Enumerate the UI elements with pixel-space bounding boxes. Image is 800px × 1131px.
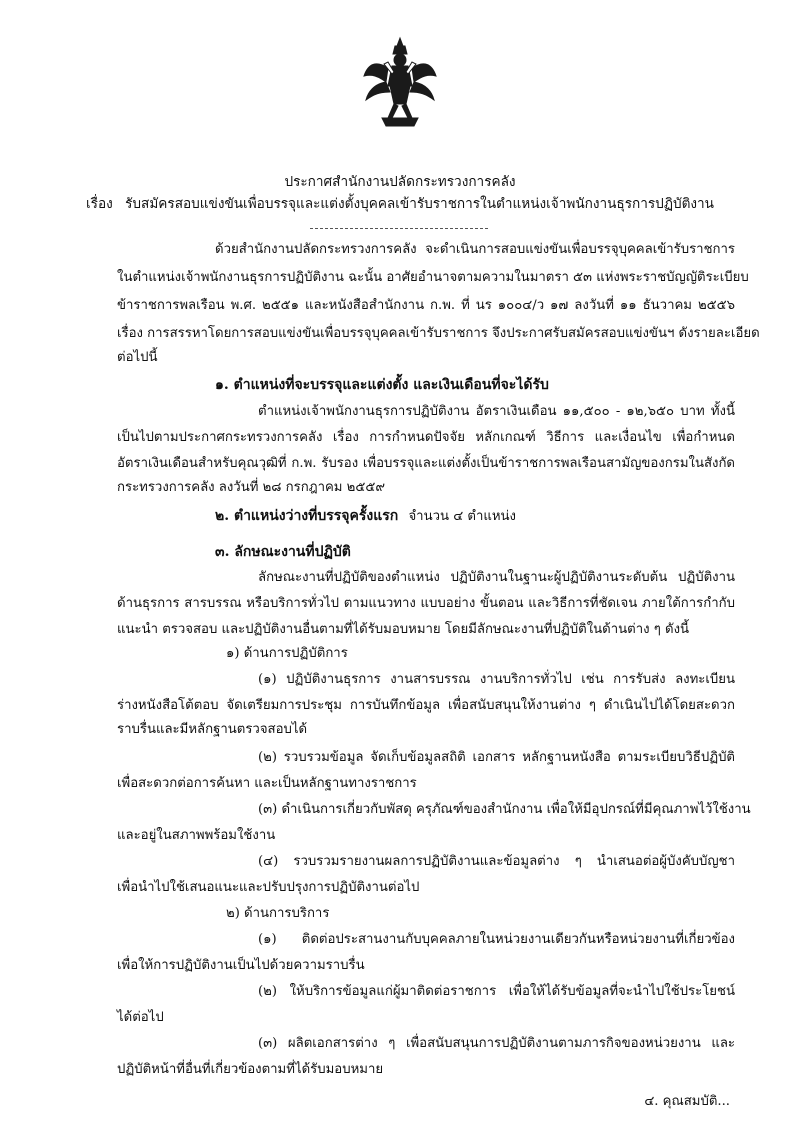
section-1-line: เป็นไปตามประกาศกระทรวงการคลัง เรื่อง การกำหนดปัจจัย หลักเกณฑ์ วิธีการ และเงื่อนไข เพื่อกำหนด [117, 430, 735, 445]
subsection-service-heading: ๒) ด้านการบริการ [226, 906, 330, 921]
operations-item-line: เพื่อสะดวกต่อการค้นหา และเป็นหลักฐานทางราชการ [117, 776, 417, 791]
announcement-title: ประกาศสำนักงานปลัดกระทรวงการคลัง [284, 174, 516, 190]
garuda-emblem [362, 34, 438, 130]
announcement-subject [0, 194, 800, 214]
service-item-line: (๑) ติดต่อประสานงานกับบุคคลภายในหน่วยงานเดียวกันหรือหน่วยงานที่เกี่ยวข้อง [258, 932, 735, 947]
intro-line: เรื่อง การสรรหาโดยการสอบแข่งขันเพื่อบรรจุบุคคลเข้ารับราชการ จึงประกาศรับสมัครสอบแข่งขันฯ ดังรายละเอียด [117, 326, 760, 341]
operations-item-line: (๒) รวบรวมข้อมูล จัดเก็บข้อมูลสถิติ เอกสาร หลักฐานหนังสือ ตามระเบียบวิธีปฏิบัติ [258, 750, 735, 765]
intro-line: ด้วยสำนักงานปลัดกระทรวงการคลัง จะดำเนินการสอบแข่งขันเพื่อบรรจุบุคคลเข้ารับราชการ [215, 242, 735, 257]
subsection-operations-heading: ๑) ด้านการปฏิบัติการ [226, 646, 348, 661]
operations-item-line: ร่างหนังสือโต้ตอบ จัดเตรียมการประชุม การบันทึกข้อมูล เพื่อสนับสนุนให้งานต่าง ๆ ดำเนินไปได้โดยสะดวก [117, 698, 735, 713]
section-1-line: กระทรวงการคลัง ลงวันที่ ๒๘ กรกฎาคม ๒๕๕๙ [117, 480, 385, 495]
section-1-heading: ๑. ตำแหน่งที่จะบรรจุและแต่งตั้ง และเงินเดือนที่จะได้รับ [215, 377, 549, 393]
continued-on-next-page: ๔. คุณสมบัติ... [644, 1094, 730, 1109]
title-separator [310, 228, 488, 229]
operations-item-line: (๑) ปฏิบัติงานธุรการ งานสารบรรณ งานบริการทั่วไป เช่น การรับส่ง ลงทะเบียน [258, 672, 735, 687]
section-1-line: ตำแหน่งเจ้าพนักงานธุรการปฏิบัติงาน อัตราเงินเดือน ๑๑,๕๐๐ - ๑๒,๖๕๐ บาท ทั้งนี้ [258, 404, 735, 419]
subject-text: รับสมัครสอบแข่งขันเพื่อบรรจุและแต่งตั้งบุคคลเข้ารับราชการในตำแหน่งเจ้าพนักงานธุรการปฏิบัติงาน [125, 196, 714, 212]
section-3-intro-line: ลักษณะงานที่ปฏิบัติของตำแหน่ง ปฏิบัติงานในฐานะผู้ปฏิบัติงานระดับต้น ปฏิบัติงาน [258, 570, 735, 585]
operations-item-line: (๔) รวบรวมรายงานผลการปฏิบัติงานและข้อมูลต่าง ๆ นำเสนอต่อผู้บังคับบัญชา [258, 854, 735, 869]
operations-item-line: และอยู่ในสภาพพร้อมใช้งาน [117, 828, 276, 843]
section-3-heading: ๓. ลักษณะงานที่ปฏิบัติ [215, 544, 351, 560]
service-item-line: (๒) ให้บริการข้อมูลแก่ผู้มาติดต่อราชการ เพื่อให้ได้รับข้อมูลที่จะนำไปใช้ประโยชน์ [258, 984, 735, 999]
service-item-line: เพื่อให้การปฏิบัติงานเป็นไปด้วยความราบรื่น [117, 958, 365, 973]
operations-item-line: (๓) ดำเนินการเกี่ยวกับพัสดุ ครุภัณฑ์ของสำนักงาน เพื่อให้มีอุปกรณ์ที่มีคุณภาพไว้ใช้งาน [258, 802, 751, 817]
intro-line: ข้าราชการพลเรือน พ.ศ. ๒๕๕๑ และหนังสือสำนักงาน ก.พ. ที่ นร ๑๐๐๔/ว ๑๗ ลงวันที่ ๑๑ ธันวาคม ๒๕๕๖ [117, 298, 735, 313]
section-2-heading [215, 506, 735, 527]
intro-line: ต่อไปนี้ [117, 350, 158, 365]
service-item-line: (๓) ผลิตเอกสารต่าง ๆ เพื่อสนับสนุนการปฏิบัติงานตามภารกิจของหน่วยงาน และ [258, 1036, 735, 1051]
section-2-count: จำนวน ๔ ตำแหน่ง [408, 509, 517, 524]
service-item-line: ปฏิบัติหน้าที่อื่นที่เกี่ยวข้องตามที่ได้รับมอบหมาย [117, 1062, 384, 1077]
section-2-title: ๒. ตำแหน่งว่างที่บรรจุครั้งแรก [215, 508, 399, 524]
section-3-intro-line: แนะนำ ตรวจสอบ และปฏิบัติงานอื่นตามที่ได้รับมอบหมาย โดยมีลักษณะงานที่ปฏิบัติในด้านต่าง ๆ ดังนี้ [117, 622, 690, 637]
operations-item-line: ราบรื่นและมีหลักฐานตรวจสอบได้ [117, 722, 308, 737]
intro-line: ในตำแหน่งเจ้าพนักงานธุรการปฏิบัติงาน ฉะนั้น อาศัยอำนาจตามความในมาตรา ๕๓ แห่งพระราชบัญญัติระเบียบ [117, 270, 749, 285]
operations-item-line: เพื่อนำไปใช้เสนอแนะและปรับปรุงการปฏิบัติงานต่อไป [117, 880, 420, 895]
service-item-line: ได้ต่อไป [117, 1010, 164, 1025]
section-3-intro-line: ด้านธุรการ สารบรรณ หรือบริการทั่วไป ตามแนวทาง แบบอย่าง ขั้นตอน และวิธีการที่ชัดเจน ภายใต้การกำกับ [117, 596, 735, 611]
section-1-line: อัตราเงินเดือนสำหรับคุณวุฒิที่ ก.พ. รับรอง เพื่อบรรจุและแต่งตั้งเป็นข้าราชการพลเรือนสามัญของกรมในสังกัด [117, 456, 735, 471]
subject-label: เรื่อง [86, 196, 113, 212]
